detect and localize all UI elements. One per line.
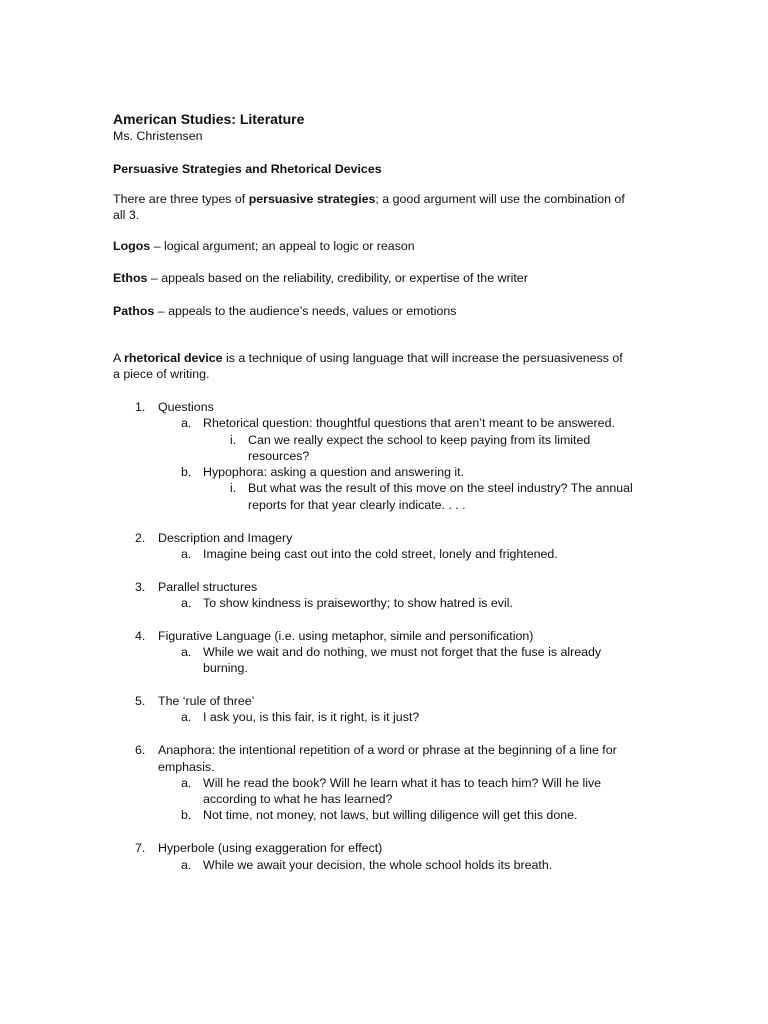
list-item-label: Questions	[158, 400, 214, 414]
sub-item: b. Hypophora: asking a question and answering it. i. But what was the result of this move on the steel industry? The annual reports for that year clearly indicate. . . .	[181, 465, 633, 512]
list-item-label: Hyperbole (using exaggeration for effect)	[158, 841, 383, 856]
sub-item: a. Imagine being cast out into the cold street, lonely and frightened.	[181, 546, 558, 561]
list-item-label: Figurative Language (i.e. using metaphor, simile and personification)	[158, 628, 534, 643]
term-persuasive-strategies: persuasive strategies	[248, 192, 376, 206]
rhetorical-devices-list	[113, 399, 633, 873]
term-rhetorical-device: rhetorical device	[124, 351, 223, 365]
strategy-pathos: Pathos – appeals to the audience’s needs, values or emotions	[113, 304, 457, 318]
list-item: 5. The ‘rule of three’ a. I ask you, is this fair, is it right, is it just?	[113, 693, 633, 726]
document-title: American Studies: Literature	[113, 111, 305, 127]
sub-item: a. While we wait and do nothing, we must not forget that the fuse is already burning.	[181, 645, 602, 676]
example-item: i. Can we really expect the school to keep paying from its limited resources?	[230, 432, 591, 463]
sub-item: a. While we await your decision, the whole school holds its breath.	[181, 857, 553, 872]
rhetorical-device-definition: A rhetorical device is a technique of using language that will increase the persuasiveness of a piece of writing.	[113, 351, 623, 381]
list-item: 1. Questions a. Rhetorical question: thoughtful questions that aren’t meant to be answered. i. Can we really expect the school to keep paying from its limited resources? b. Hypophora: asking a question and answering it. i. But what was the result of this move on the steel industry? The annual reports for that year clearly indicate. . . .	[135, 400, 633, 512]
sub-item: a. I ask you, is this fair, is it right, is it just?	[181, 710, 420, 725]
list-item-label: The ‘rule of three’	[158, 694, 255, 709]
sub-item: a. To show kindness is praiseworthy; to show hatred is evil.	[181, 595, 513, 610]
sub-item: b. Not time, not money, not laws, but willing diligence will get this done.	[181, 808, 578, 823]
list-item-label: Anaphora: the intentional repetition of a word or phrase at the beginning of a line for emphasis.	[158, 743, 617, 774]
list-item-label: Description and Imagery	[158, 530, 293, 545]
strategy-logos: Logos – logical argument; an appeal to logic or reason	[113, 239, 415, 253]
sub-item: a. Will he read the book? Will he learn what it has to teach him? Will he live according to what he has learned?	[181, 775, 602, 807]
term-logos: Logos	[113, 239, 151, 253]
list-item: 7. Hyperbole (using exaggeration for effect) a. While we await your decision, the whole school holds its breath.	[113, 840, 633, 873]
list-item-label: Parallel structures	[158, 579, 258, 594]
list-item: 4. Figurative Language (i.e. using metaphor, simile and personification) a. While we wait and do nothing, we must not forget that the fuse is already burning.	[113, 628, 633, 677]
term-pathos: Pathos	[113, 304, 155, 318]
teacher-name: Ms. Christensen	[113, 129, 203, 143]
example-item: i. But what was the result of this move on the steel industry? The annual reports for that year clearly indicate. . . .	[230, 481, 633, 512]
intro-paragraph: There are three types of persuasive strategies; a good argument will use the combination of all 3.	[113, 192, 625, 222]
list-item: 2. Description and Imagery a. Imagine being cast out into the cold street, lonely and frightened.	[113, 530, 633, 563]
sub-item: a. Rhetorical question: thoughtful questions that aren’t meant to be answered. i. Can we really expect the school to keep paying from its limited resources?	[158, 415, 633, 464]
document-page	[113, 110, 633, 873]
list-item: 3. Parallel structures a. To show kindness is praiseworthy; to show hatred is evil.	[113, 579, 633, 612]
list-item: 6. Anaphora: the intentional repetition of a word or phrase at the beginning of a line for emphasis. a. Will he read the book? Will he learn what it has to teach him? Will he live according to what he has learned? b. Not time, not money, not laws, but willing diligence will get this done.	[113, 742, 633, 823]
term-ethos: Ethos	[113, 271, 148, 285]
section-heading: Persuasive Strategies and Rhetorical Devices	[113, 162, 382, 176]
strategy-ethos: Ethos – appeals based on the reliability, credibility, or expertise of the writer	[113, 271, 528, 285]
